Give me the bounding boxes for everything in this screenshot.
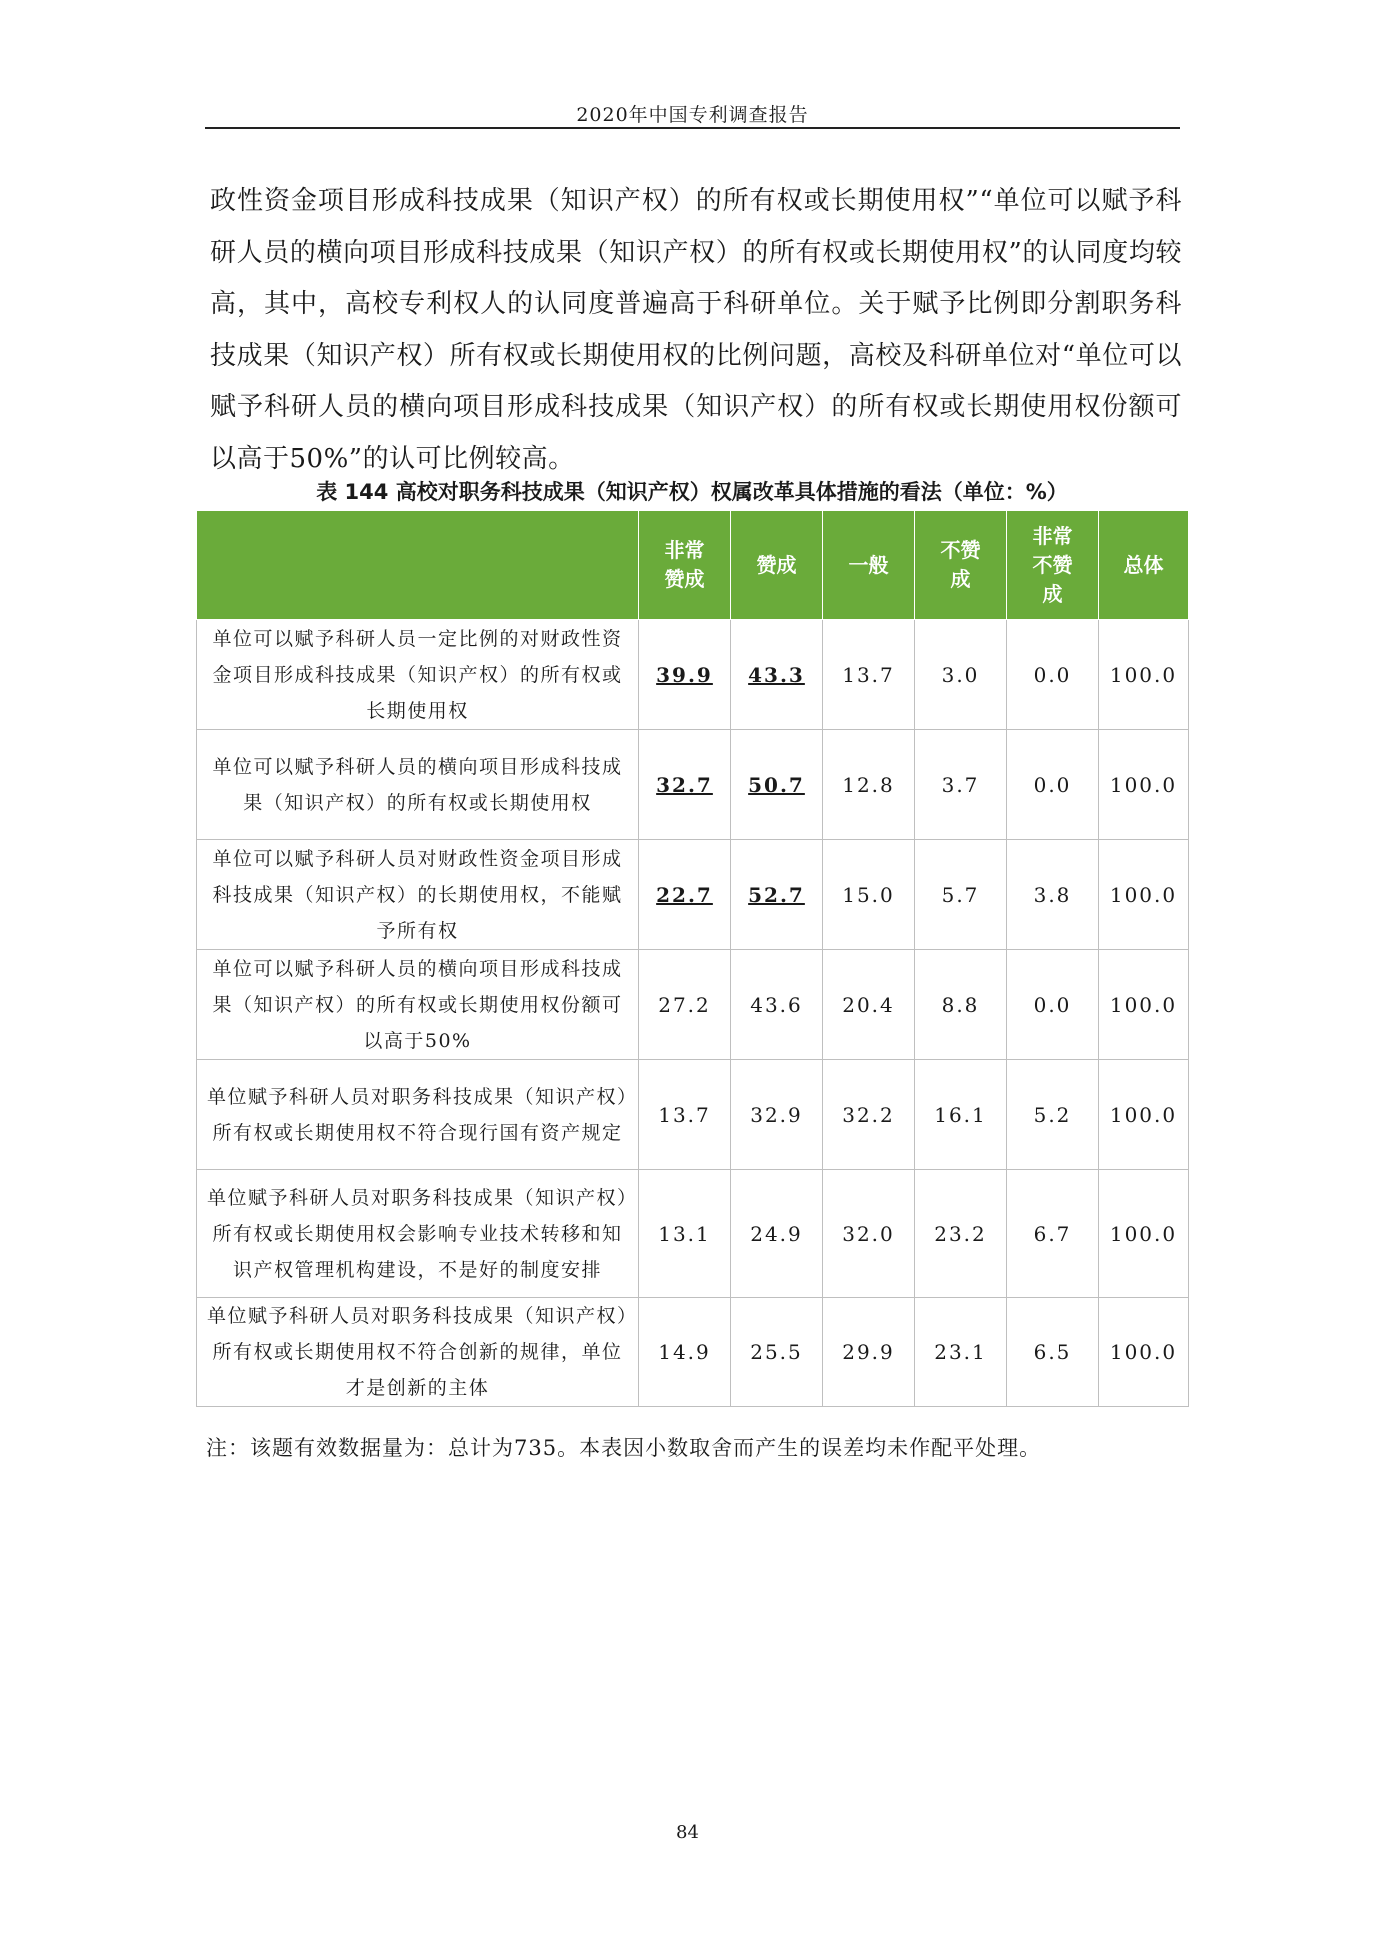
header-label: 非常赞成 bbox=[664, 538, 705, 591]
survey-table bbox=[196, 510, 1189, 1407]
table-cell: 100.0 bbox=[1099, 1298, 1189, 1407]
table-cell: 13.7 bbox=[639, 1060, 731, 1170]
header-strongly-agree bbox=[639, 511, 731, 620]
table-cell: 25.5 bbox=[731, 1298, 823, 1407]
table-cell: 6.7 bbox=[1007, 1170, 1099, 1298]
table-row bbox=[197, 730, 1189, 840]
table-cell: 3.7 bbox=[915, 730, 1007, 840]
running-header: 2020年中国专利调查报告 bbox=[576, 104, 809, 126]
table-cell: 100.0 bbox=[1099, 620, 1189, 730]
row-label: 单位赋予科研人员对职务科技成果（知识产权）所有权或长期使用权不符合创新的规律，单位才是创新的主体 bbox=[197, 1298, 639, 1407]
table-cell: 13.1 bbox=[639, 1170, 731, 1298]
table-cell: 43.3 bbox=[731, 620, 823, 730]
table-cell: 27.2 bbox=[639, 950, 731, 1060]
header-total bbox=[1099, 511, 1189, 620]
table-row bbox=[197, 1060, 1189, 1170]
table-cell: 3.0 bbox=[915, 620, 1007, 730]
table-cell: 20.4 bbox=[823, 950, 915, 1060]
table-cell: 32.0 bbox=[823, 1170, 915, 1298]
row-label: 单位可以赋予科研人员的横向项目形成科技成果（知识产权）的所有权或长期使用权份额可以高于50% bbox=[197, 950, 639, 1060]
table-cell: 12.8 bbox=[823, 730, 915, 840]
table-cell: 52.7 bbox=[731, 840, 823, 950]
table-cell: 22.7 bbox=[639, 840, 731, 950]
table-cell: 5.2 bbox=[1007, 1060, 1099, 1170]
table-cell: 100.0 bbox=[1099, 950, 1189, 1060]
table-row bbox=[197, 950, 1189, 1060]
header-strongly-disagree bbox=[1007, 511, 1099, 620]
table-cell: 39.9 bbox=[639, 620, 731, 730]
table-cell: 15.0 bbox=[823, 840, 915, 950]
row-label: 单位赋予科研人员对职务科技成果（知识产权）所有权或长期使用权会影响专业技术转移和知识产权管理机构建设，不是好的制度安排 bbox=[197, 1170, 639, 1298]
table-cell: 32.9 bbox=[731, 1060, 823, 1170]
table-cell: 0.0 bbox=[1007, 950, 1099, 1060]
table-cell: 14.9 bbox=[639, 1298, 731, 1407]
table-row bbox=[197, 1298, 1189, 1407]
table-cell: 5.7 bbox=[915, 840, 1007, 950]
table-cell: 8.8 bbox=[915, 950, 1007, 1060]
table-note: 注：该题有效数据量为：总计为735。本表因小数取舍而产生的误差均未作配平处理。 bbox=[206, 1436, 1042, 1460]
row-label: 单位可以赋予科研人员一定比例的对财政性资金项目形成科技成果（知识产权）的所有权或长期使用权 bbox=[197, 620, 639, 730]
page-number: 84 bbox=[676, 1822, 699, 1843]
header-label: 赞成 bbox=[756, 552, 797, 577]
table-caption: 表 144 高校对职务科技成果（知识产权）权属改革具体措施的看法（单位：%） bbox=[316, 480, 1068, 504]
row-label: 单位可以赋予科研人员对财政性资金项目形成科技成果（知识产权）的长期使用权，不能赋予所有权 bbox=[197, 840, 639, 950]
row-label: 单位可以赋予科研人员的横向项目形成科技成果（知识产权）的所有权或长期使用权 bbox=[197, 730, 639, 840]
table-cell: 29.9 bbox=[823, 1298, 915, 1407]
table-cell: 13.7 bbox=[823, 620, 915, 730]
table-cell: 100.0 bbox=[1099, 1060, 1189, 1170]
table-cell: 32.2 bbox=[823, 1060, 915, 1170]
header-disagree bbox=[915, 511, 1007, 620]
table-cell: 50.7 bbox=[731, 730, 823, 840]
table-cell: 3.8 bbox=[1007, 840, 1099, 950]
table-row bbox=[197, 840, 1189, 950]
header-label: 非常不赞成 bbox=[1032, 523, 1073, 606]
table-cell: 32.7 bbox=[639, 730, 731, 840]
header-label: 一般 bbox=[848, 552, 889, 577]
table-cell: 43.6 bbox=[731, 950, 823, 1060]
table-row bbox=[197, 620, 1189, 730]
header-label: 不赞成 bbox=[940, 538, 981, 591]
table-cell: 23.1 bbox=[915, 1298, 1007, 1407]
table-header-row bbox=[197, 511, 1189, 620]
table-cell: 16.1 bbox=[915, 1060, 1007, 1170]
row-label: 单位赋予科研人员对职务科技成果（知识产权）所有权或长期使用权不符合现行国有资产规定 bbox=[197, 1060, 639, 1170]
header-neutral bbox=[823, 511, 915, 620]
table-cell: 100.0 bbox=[1099, 840, 1189, 950]
header-label: 总体 bbox=[1123, 552, 1164, 577]
table-cell: 24.9 bbox=[731, 1170, 823, 1298]
table-cell: 100.0 bbox=[1099, 730, 1189, 840]
table-cell: 23.2 bbox=[915, 1170, 1007, 1298]
table-row bbox=[197, 1170, 1189, 1298]
header-blank bbox=[197, 511, 639, 620]
table-cell: 0.0 bbox=[1007, 730, 1099, 840]
header-rule bbox=[205, 127, 1180, 129]
table-cell: 0.0 bbox=[1007, 620, 1099, 730]
table-cell: 100.0 bbox=[1099, 1170, 1189, 1298]
header-agree bbox=[731, 511, 823, 620]
body-paragraph: 政性资金项目形成科技成果（知识产权）的所有权或长期使用权”“单位可以赋予科研人员的横向项目形成科技成果（知识产权）的所有权或长期使用权”的认同度均较高，其中，高校专利权人的认同度普遍高于科研单位。关于赋予比例即分割职务科技成果（知识产权）所有权或长期使用权的比例问题，高校及科研单位对“单位可以赋予科研人员的横向项目形成科技成果（知识产权）的所有权或长期使用权份额可以高于50%”的认可比例较高。 bbox=[210, 186, 1182, 474]
table-cell: 6.5 bbox=[1007, 1298, 1099, 1407]
